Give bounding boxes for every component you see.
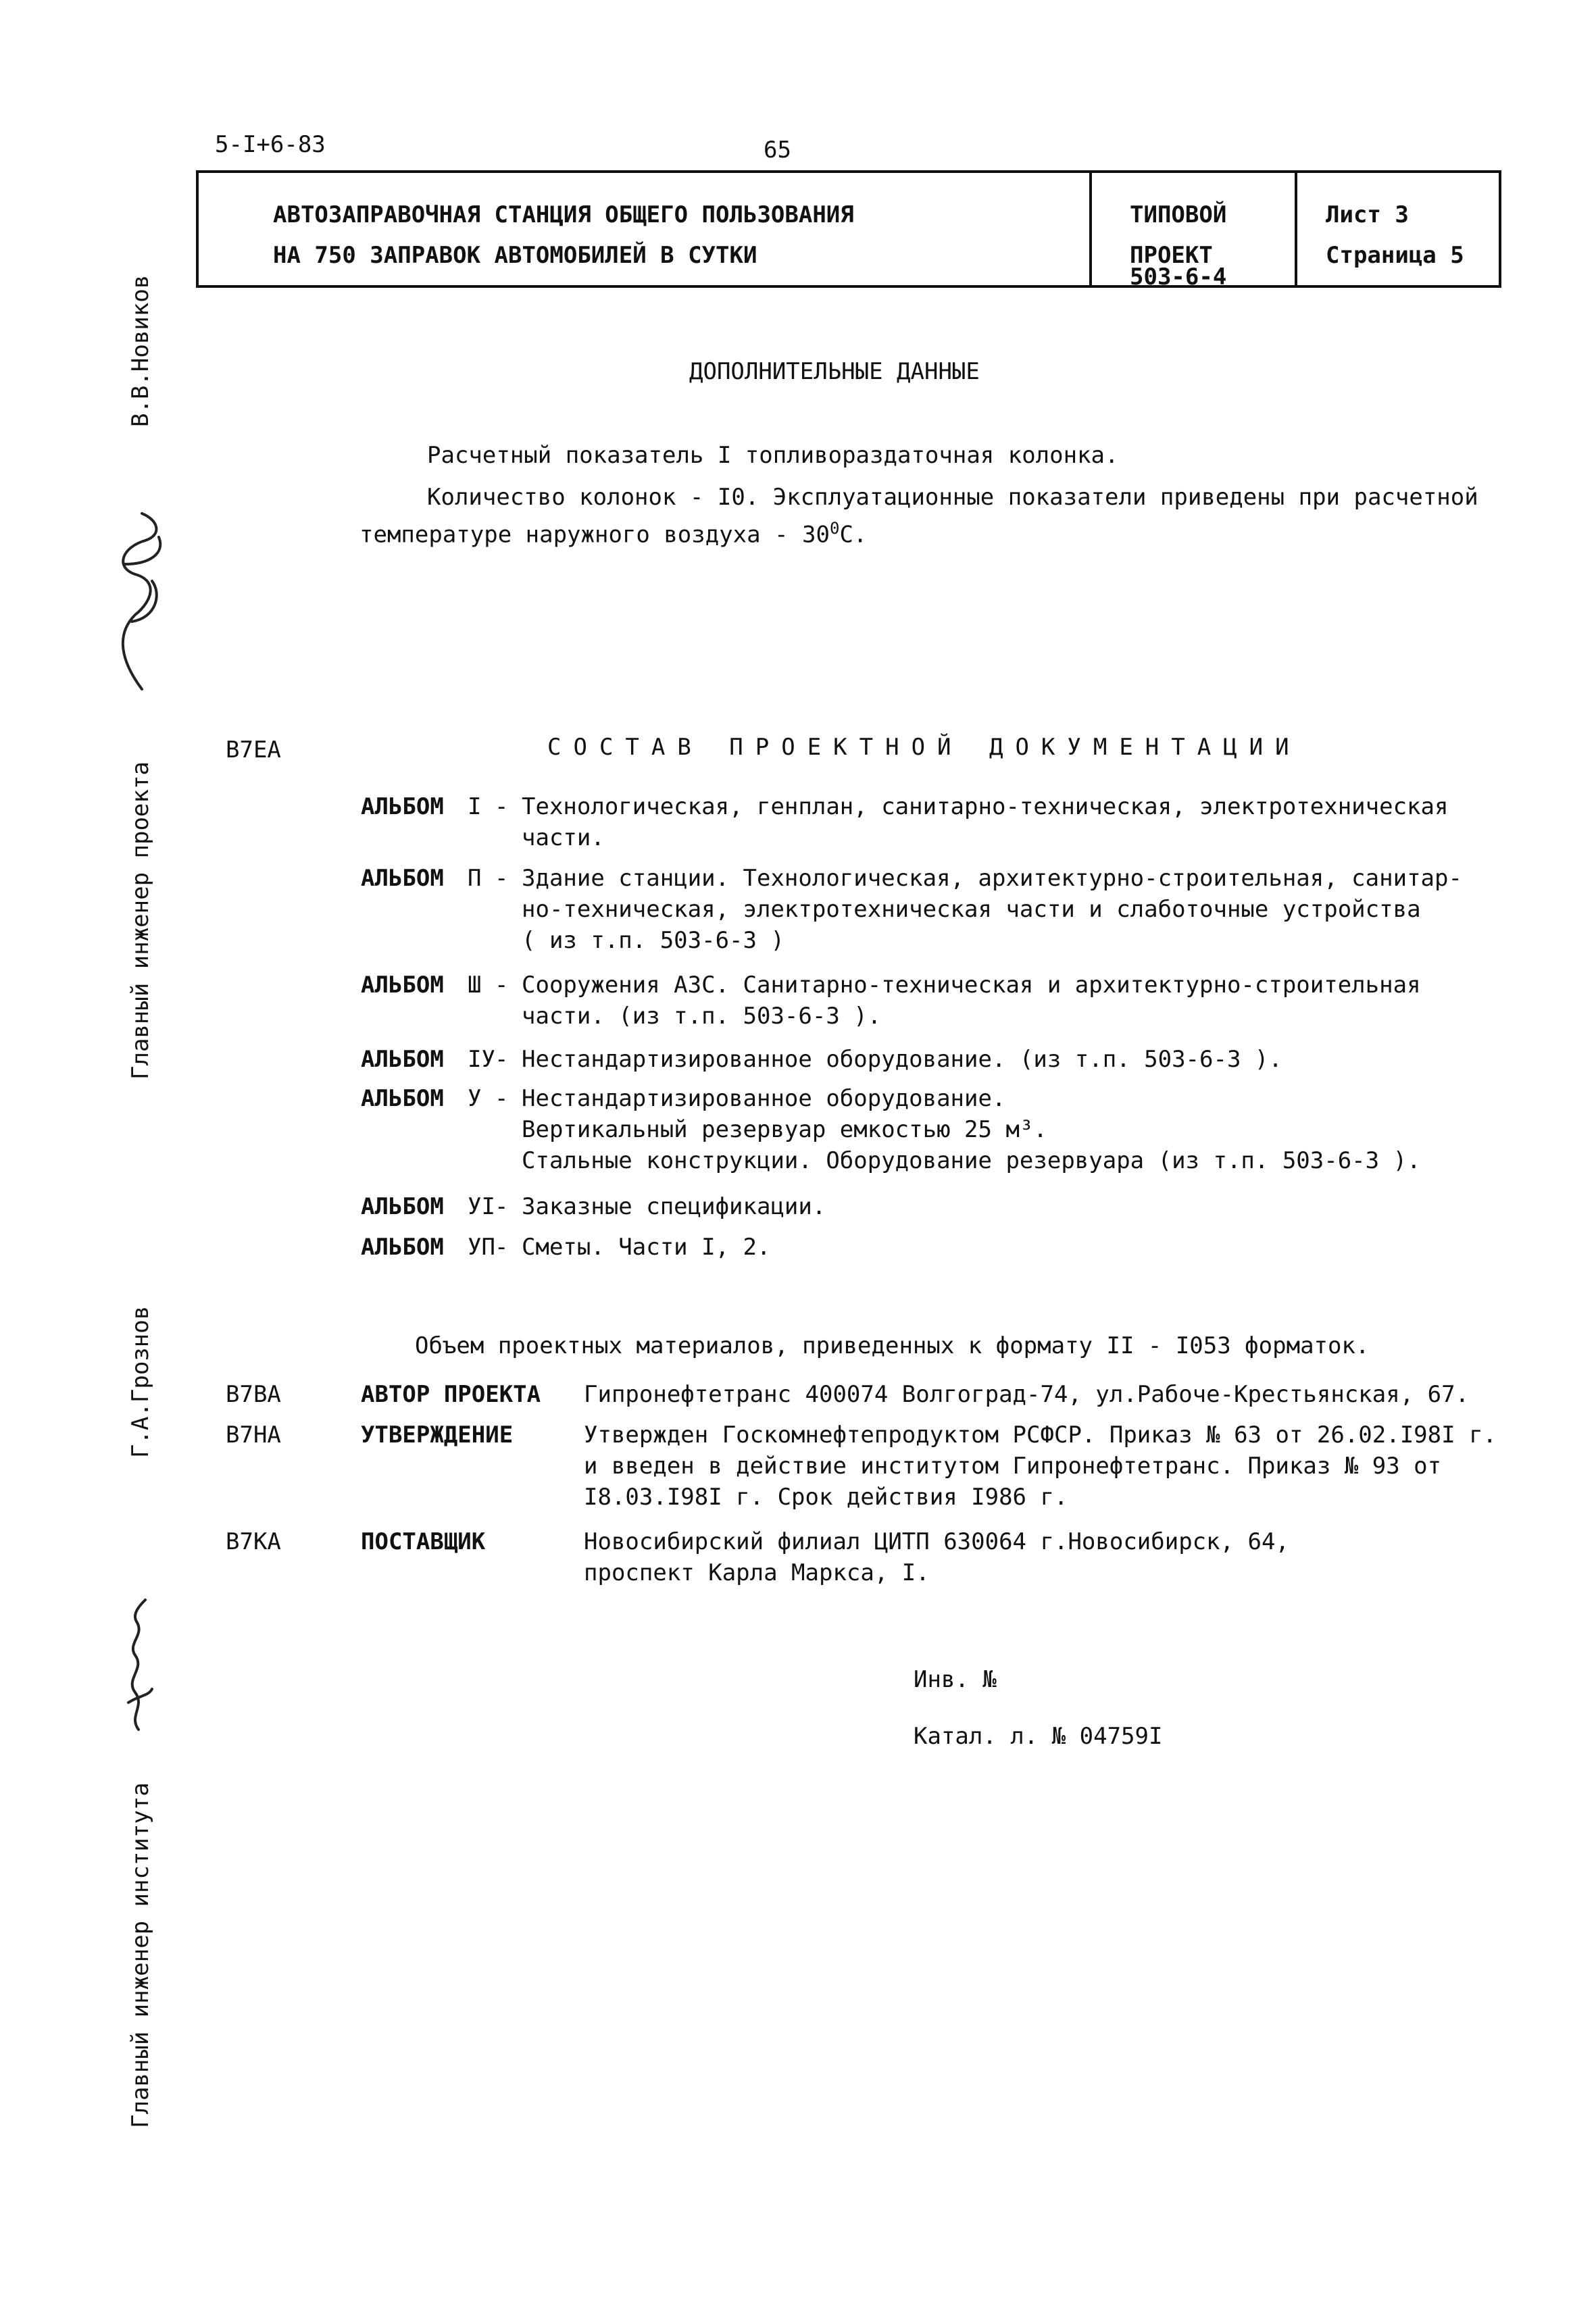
album-dash: - bbox=[495, 972, 509, 999]
album-dash: - bbox=[495, 793, 509, 820]
doc-number: 5-I+6-83 bbox=[215, 131, 326, 158]
signature-2 bbox=[115, 1594, 162, 1736]
album-number: Ш bbox=[468, 972, 482, 999]
title-block-divider bbox=[1089, 173, 1092, 285]
album-number: УI bbox=[468, 1193, 495, 1220]
inventory-number: Инв. № bbox=[914, 1666, 997, 1693]
additional-line-3-text: температуре наружного воздуха - 30 bbox=[359, 521, 830, 549]
album-label: АЛЬБОМ bbox=[361, 972, 444, 999]
album-text-line: Сметы. Части I, 2. bbox=[522, 1234, 771, 1261]
record-code: В7ВА bbox=[226, 1381, 281, 1408]
margin-name-novikov: В.В.Новиков bbox=[127, 274, 154, 427]
album-dash: - bbox=[495, 1234, 509, 1261]
album-dash: - bbox=[495, 1193, 509, 1220]
record-text-line: проспект Карла Маркса, I. bbox=[584, 1559, 930, 1586]
album-text-line: но-техническая, электротехническая части и слаботочные устройства bbox=[522, 896, 1421, 923]
album-number: I bbox=[468, 793, 482, 820]
album-dash: - bbox=[495, 1046, 509, 1073]
project-code: 503-6-4 bbox=[1130, 263, 1227, 291]
album-dash: - bbox=[495, 865, 509, 892]
degree-sup: 0 bbox=[829, 519, 840, 538]
type-line-1: ТИПОВОЙ bbox=[1130, 201, 1227, 228]
additional-line-3 bbox=[359, 513, 867, 549]
page-number: 65 bbox=[764, 136, 791, 164]
composition-code: В7ЕА bbox=[226, 736, 281, 763]
record-label: ПОСТАВЩИК bbox=[361, 1528, 486, 1555]
album-dash: - bbox=[495, 1085, 509, 1112]
album-number: У bbox=[468, 1085, 482, 1112]
album-number: П bbox=[468, 865, 482, 892]
record-label: УТВЕРЖДЕНИЕ bbox=[361, 1422, 514, 1449]
additional-line-1: Расчетный показатель I топливораздаточная колонка. bbox=[427, 442, 1119, 469]
sheet-number: Лист 3 bbox=[1326, 201, 1409, 228]
album-text-line: части. bbox=[522, 824, 605, 851]
record-text-line: и введен в действие институтом Гипронефтетранс. Приказ № 93 от bbox=[584, 1453, 1442, 1480]
volume-note: Объем проектных материалов, приведенных к формату II - I053 форматок. bbox=[415, 1332, 1370, 1359]
record-text-line: Гипронефтетранс 400074 Волгоград-74, ул.Рабоче-Крестьянская, 67. bbox=[584, 1381, 1470, 1408]
album-label: АЛЬБОМ bbox=[361, 865, 444, 892]
album-label: АЛЬБОМ bbox=[361, 793, 444, 820]
composition-heading: СОСТАВ ПРОЕКТНОЙ ДОКУМЕНТАЦИИ bbox=[547, 734, 1301, 761]
additional-line-3-unit: С. bbox=[839, 521, 868, 549]
record-code: В7НА bbox=[226, 1422, 281, 1449]
additional-heading: ДОПОЛНИТЕЛЬНЫЕ ДАННЫЕ bbox=[689, 358, 980, 385]
title-block-divider bbox=[1295, 173, 1297, 285]
record-label: АВТОР ПРОЕКТА bbox=[361, 1381, 541, 1408]
album-text-line: Нестандартизированное оборудование. (из т.п. 503-6-3 ). bbox=[522, 1046, 1282, 1073]
type-line-2: ПРОЕКТ bbox=[1130, 242, 1213, 269]
album-text-line: Стальные конструкции. Оборудование резервуара (из т.п. 503-6-3 ). bbox=[522, 1147, 1421, 1174]
margin-name-groznov: Г.А.Грознов bbox=[127, 1305, 154, 1458]
catalog-number: Катал. л. № 04759I bbox=[914, 1723, 1163, 1750]
album-number: УП bbox=[468, 1234, 495, 1261]
title-line-1: АВТОЗАПРАВОЧНАЯ СТАНЦИЯ ОБЩЕГО ПОЛЬЗОВАНИЯ bbox=[273, 201, 854, 228]
title-line-2: НА 750 ЗАПРАВОК АВТОМОБИЛЕЙ В СУТКИ bbox=[273, 242, 757, 269]
album-text-line: части. (из т.п. 503-6-3 ). bbox=[522, 1003, 882, 1030]
album-text-line: Вертикальный резервуар емкостью 25 м³. bbox=[522, 1116, 1047, 1143]
margin-role-chief-project: Главный инженер проекта bbox=[127, 761, 154, 1080]
record-text-line: Новосибирский филиал ЦИТП 630064 г.Новосибирск, 64, bbox=[584, 1528, 1289, 1555]
album-number: IУ bbox=[468, 1046, 495, 1073]
album-label: АЛЬБОМ bbox=[361, 1046, 444, 1073]
margin-role-chief-institute: Главный инженер института bbox=[127, 1782, 154, 2128]
additional-line-2: Количество колонок - I0. Эксплуатационные показатели приведены при расчетной bbox=[427, 484, 1478, 511]
album-label: АЛЬБОМ bbox=[361, 1193, 444, 1220]
page-label: Страница 5 bbox=[1326, 242, 1464, 269]
album-label: АЛЬБОМ bbox=[361, 1234, 444, 1261]
record-text-line: I8.03.I98I г. Срок действия I986 г. bbox=[584, 1484, 1068, 1511]
album-text-line: Сооружения АЗС. Санитарно-техническая и архитектурно-строительная bbox=[522, 972, 1421, 999]
album-label: АЛЬБОМ bbox=[361, 1085, 444, 1112]
signature-1 bbox=[95, 500, 176, 696]
title-block bbox=[196, 170, 1501, 291]
album-text-line: Заказные спецификации. bbox=[522, 1193, 826, 1220]
album-text-line: Нестандартизированное оборудование. bbox=[522, 1085, 1006, 1112]
record-text-line: Утвержден Госкомнефтепродуктом РСФСР. Приказ № 63 от 26.02.I98I г. bbox=[584, 1422, 1497, 1449]
album-text-line: Технологическая, генплан, санитарно-техническая, электротехническая bbox=[522, 793, 1449, 820]
record-code: В7КА bbox=[226, 1528, 281, 1555]
album-text-line: ( из т.п. 503-6-3 ) bbox=[522, 927, 784, 954]
album-text-line: Здание станции. Технологическая, архитектурно-строительная, санитар- bbox=[522, 865, 1462, 892]
